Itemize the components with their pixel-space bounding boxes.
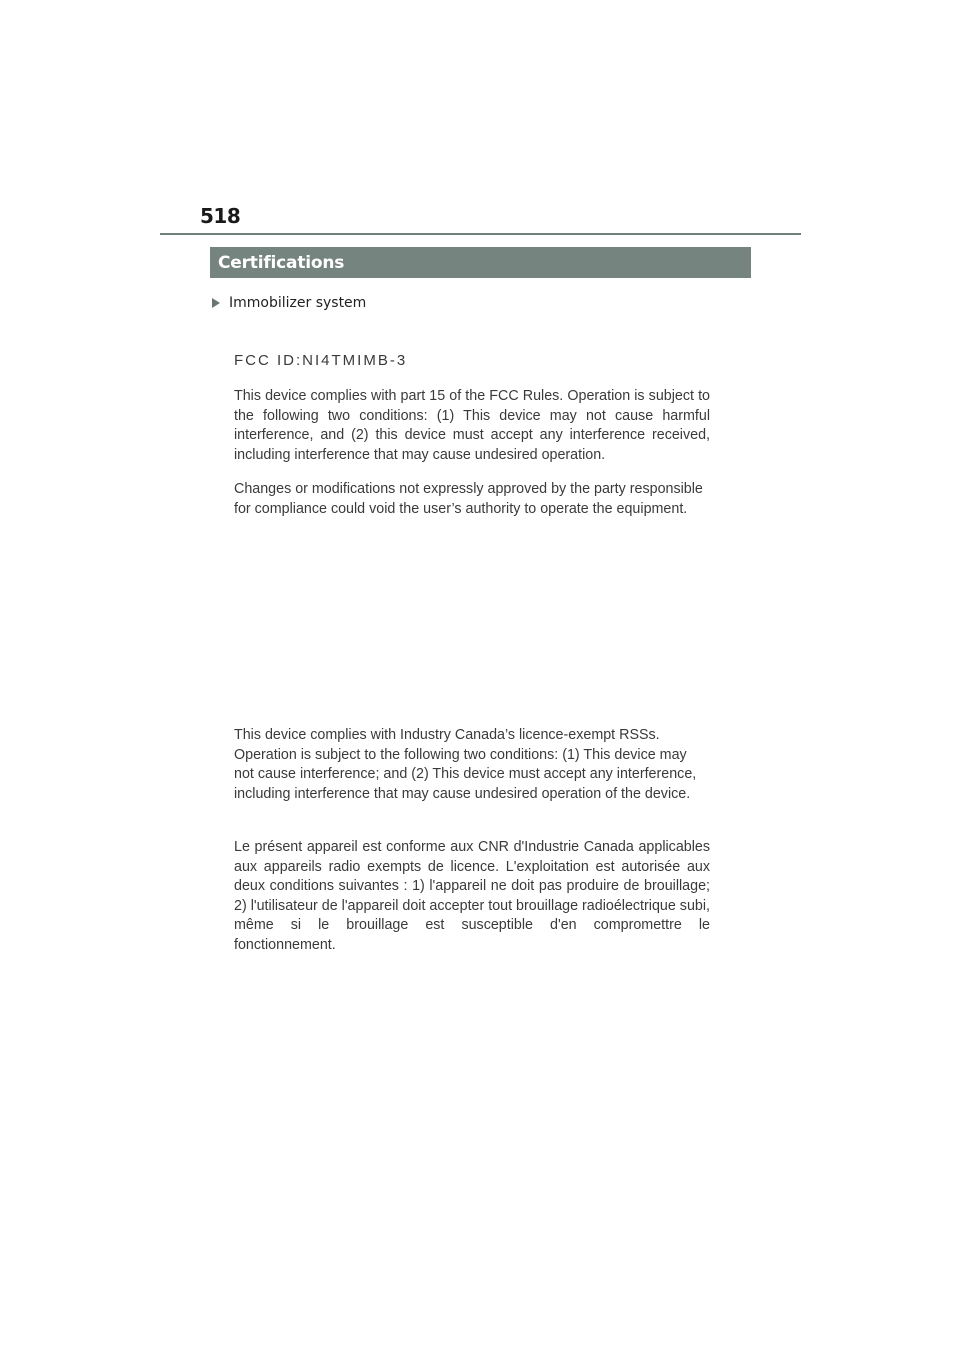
fcc-id-line: FCC ID:NI4TMIMB-3 bbox=[234, 352, 408, 369]
ic-statement-block bbox=[234, 726, 710, 804]
header-rule bbox=[160, 233, 801, 235]
section-title: Certifications bbox=[218, 252, 345, 273]
section-header-bar bbox=[210, 247, 751, 278]
fcc-changes-paragraph: Changes or modifications not expressly approved by the party responsible for compliance could void the user’s authority to operate the equipment. bbox=[234, 481, 703, 517]
ic-english-paragraph: This device complies with Industry Canada’s licence-exempt RSSs. Operation is subject to the following two conditions: (1) This device may not cause interference; and (2) This device must accept any interference, including interference that may cause undesired operation of the device. bbox=[234, 727, 697, 802]
bullet-label: Immobilizer system bbox=[229, 295, 367, 311]
fcc-changes-block bbox=[234, 480, 710, 519]
page-number: 518 bbox=[200, 204, 241, 228]
fcc-statement-block bbox=[234, 387, 710, 465]
triangle-bullet-icon bbox=[212, 298, 220, 308]
fcc-compliance-paragraph: This device complies with part 15 of the FCC Rules. Operation is subject to the following two conditions: (1) This device may not cause harmful interference, and (2) this device must accept any interference received, including interference that may cause undesired operation. bbox=[234, 388, 710, 463]
bullet-item bbox=[212, 295, 366, 311]
ic-french-block bbox=[234, 838, 710, 955]
ic-french-paragraph: Le présent appareil est conforme aux CNR d'Industrie Canada applicables aux appareils radio exempts de licence. L'exploitation est autorisée aux deux conditions suivantes : 1) l'appareil ne doit pas produire de brouillage; 2) l'utilisateur de l'appareil doit accepter tout brouillage radioélectrique subi, même si le brouillage est susceptible d'en compromettre le fonctionnement. bbox=[234, 839, 710, 953]
